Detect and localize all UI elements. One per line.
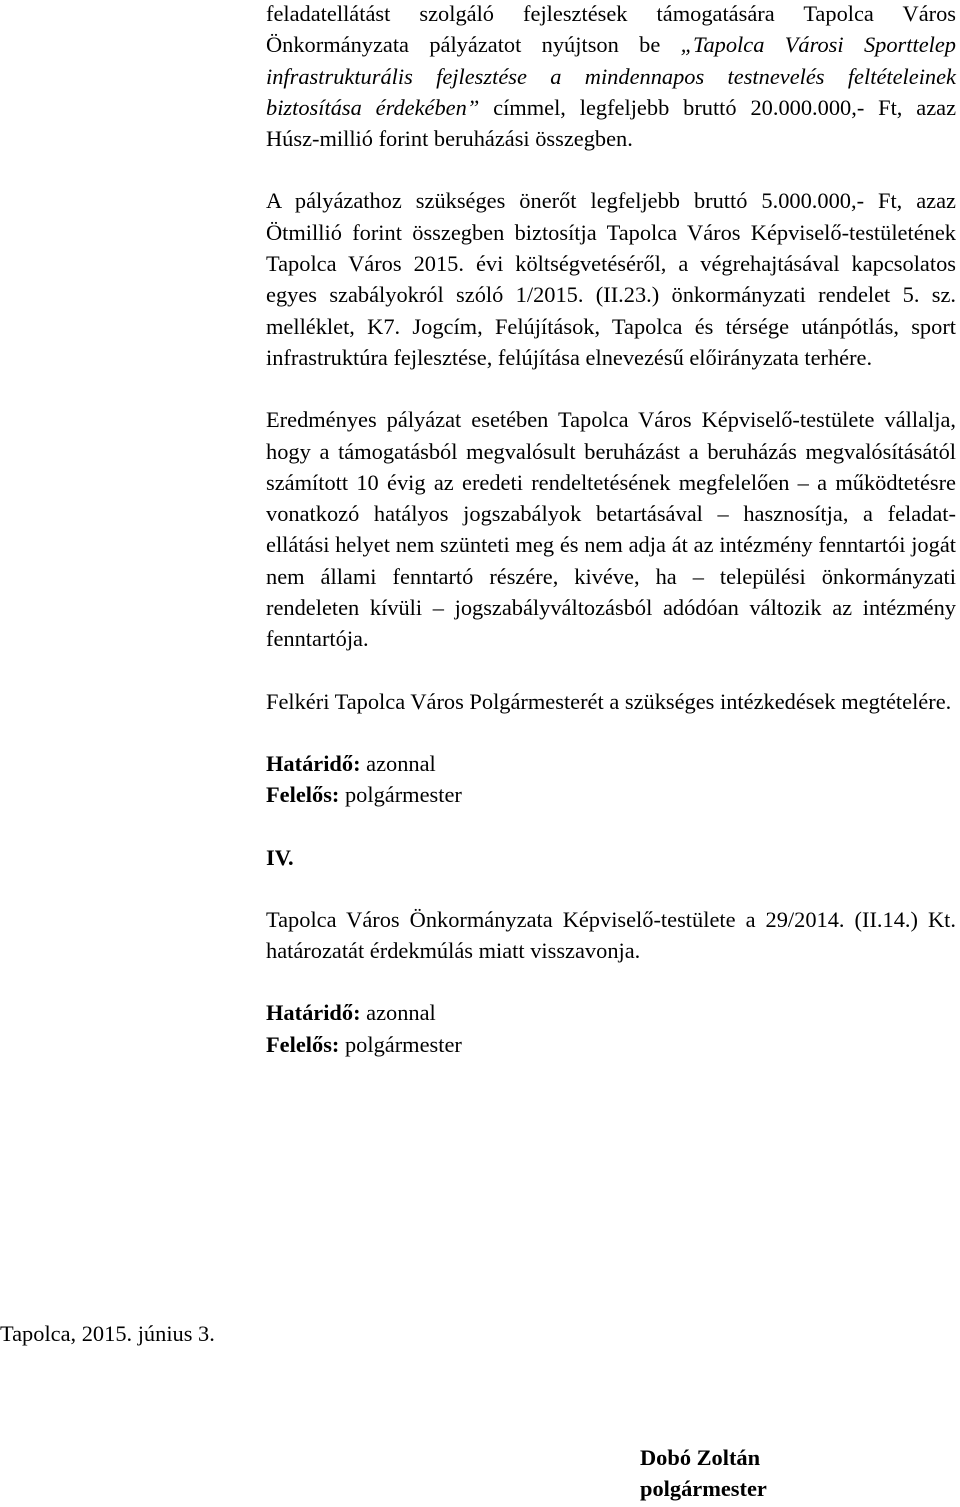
deadline-value: azonnal [360,750,436,776]
paragraph-application-prefix: feladatellátást szolgáló fejlesztések támogatására Tapolca Város Önkormányzata pályázatot nyújtson be [266,1,956,58]
deadline-label: Határidő: [266,750,361,776]
deadline-block-2 [266,997,956,1060]
deadline-line [266,748,956,779]
section-heading: IV. [266,844,294,870]
responsible-label: Felelős: [266,1031,340,1057]
deadline-line [266,997,956,1028]
signatory-name: Dobó Zoltán [640,1445,761,1470]
deadline-block-1 [266,748,956,811]
responsible-value: polgármester [339,1031,462,1057]
responsible-line [266,1029,956,1060]
responsible-value: polgármester [339,782,462,808]
deadline-value: azonnal [360,1000,436,1026]
paragraph-application-suffix: címmel, legfeljebb bruttó 20.000.000,- Ft, azaz Húsz-millió forint beruházási összegben. [266,94,957,152]
paragraph-revocation: Tapolca Város Önkormányzata Képviselő-testülete a 29/2014. (II.14.) Kt. határozatát érdekmúlás miatt visszavonja. [266,906,956,964]
deadline-label: Határidő: [266,1000,361,1026]
paragraph-obligations: Eredményes pályázat esetében Tapolca Város Képviselő-testülete vállalja, hogy a támogatásból megvalósult beruházást a beruházás megvalósításától számított 10 évig az eredeti rendeltetésének megfelelően – a működtetésre vonatkozó hatályos jogszabályok betartásával – hasznosítja, a feladat-ellátási helyet nem szünteti meg és nem adja át az intézmény fenntartói jogát nem állami fenntartó részére, kivéve, ha – települési önkormányzati rendeleten kívüli – jogszabályváltozásból adódóan változik az intézmény fenntartója. [266,407,956,652]
responsible-line [266,779,956,810]
decision-text-block [266,0,956,1060]
paragraph-mayor-request: Felkéri Tapolca Város Polgármesterét a szükséges intézkedések megtételére. [266,688,952,714]
signatory-title: polgármester [640,1476,767,1501]
paragraph-own-contribution: A pályázathoz szükséges önerőt legfeljebb bruttó 5.000.000,- Ft, azaz Ötmillió forint összegben biztosítja Tapolca Város Képviselő-testületének Tapolca Város 2015. évi költségvetéséről, a végrehajtásával kapcsolatos egyes szabályokról szóló 1/2015. (II.23.) önkormányzati rendelet 5. sz. melléklet, K7. Jogcím, Felújítások, Tapolca és térsége utánpótlás, sport infrastruktúra fejlesztése, felújítása elnevezésű előirányzata terhére. [266,188,956,370]
responsible-label: Felelős: [266,782,340,808]
paragraph-application [266,0,956,154]
signature-block [640,1442,767,1504]
application-title: „Tapolca Városi Sporttelep infrastrukturális fejlesztése a mindennapos testnevelés feltételeinek biztosítása érdekében” [266,32,956,120]
place-and-date: Tapolca, 2015. június 3. [0,1321,215,1346]
